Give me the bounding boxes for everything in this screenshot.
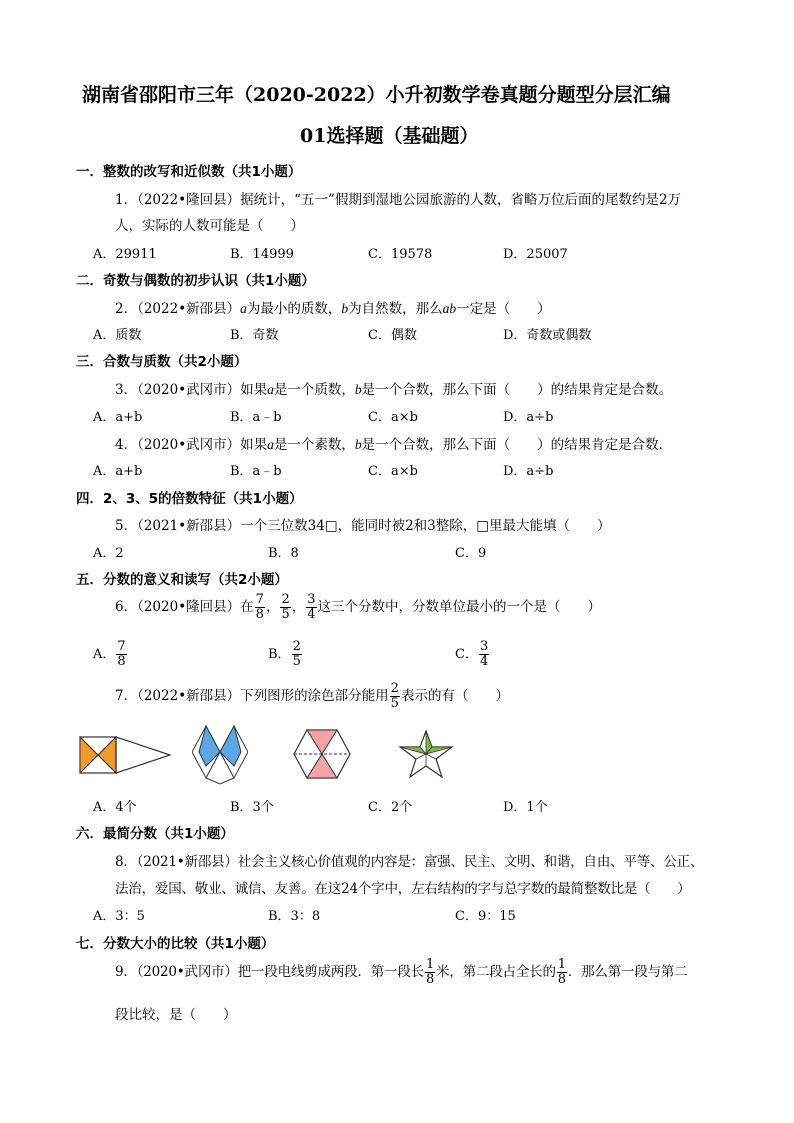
q2-var-b: b xyxy=(341,301,349,316)
q9-f2-num: 1 xyxy=(557,957,566,972)
q3-var-a: a xyxy=(267,382,274,397)
q4-option-b: B．a﹣b xyxy=(230,464,282,479)
q4-option-a: A．a+b xyxy=(93,464,143,479)
q3-text1: 是一个质数， xyxy=(273,382,355,398)
q2-var-ab: ab xyxy=(442,301,457,316)
q6-fraction-3 xyxy=(306,593,316,622)
q9-f2-den: 8 xyxy=(557,972,566,987)
q2-option-c: C．偶数 xyxy=(368,328,417,343)
question-8-line1: 8．（2021•新邵县）社会主义核心价值观的内容是：富强、民主、文明、和谐，自由、平等、公正、 xyxy=(115,854,704,870)
q4-option-c: C．a×b xyxy=(368,464,418,479)
q6-sep1: ， xyxy=(265,599,280,615)
q9-fraction-1 xyxy=(425,958,435,987)
q3-option-a: A．a+b xyxy=(93,410,143,425)
q4-prefix: 4．（2020•武冈市）如果 xyxy=(115,437,268,453)
q6-option-b xyxy=(268,640,303,669)
q9-f1-num: 1 xyxy=(425,957,435,972)
q6-oc-den: 4 xyxy=(479,654,489,669)
q1-option-d: D．25007 xyxy=(503,247,568,262)
question-2 xyxy=(115,297,551,317)
q1-option-a: A．29911 xyxy=(93,247,157,262)
q2-option-a: A．质数 xyxy=(93,328,142,343)
q6-oa-num: 7 xyxy=(117,639,126,654)
q7-prefix: 7．（2022•新邵县）下列图形的涂色部分能用 xyxy=(115,688,389,704)
q7-option-b: B．3个 xyxy=(230,800,274,815)
q6-ob-num: 2 xyxy=(292,639,301,654)
section-heading-3: 三．合数与质数（共2小题） xyxy=(76,354,248,370)
section-heading-6: 六．最简分数（共1小题） xyxy=(76,826,234,842)
q4-option-d: D．a÷b xyxy=(503,464,554,479)
question-1-line1: 1．（2022•隆回县）据统计，“五一”假期到湿地公园旅游的人数，省略万位后面的尾数约是2万 xyxy=(115,192,682,208)
figure-rhombus-shape xyxy=(192,724,248,786)
q9-f1-den: 8 xyxy=(425,972,435,987)
q6-fraction-1 xyxy=(255,593,265,622)
q7-f-num: 2 xyxy=(390,681,399,696)
section-heading-1: 一．整数的改写和近似数（共1小题） xyxy=(76,164,302,180)
q8-option-b: B．3：8 xyxy=(268,909,321,924)
section-heading-7: 七．分数大小的比较（共1小题） xyxy=(76,936,275,952)
q6-option-c-fraction xyxy=(479,640,489,669)
q2-var-a: a xyxy=(240,301,247,316)
question-4 xyxy=(115,433,672,453)
q6-fraction-2 xyxy=(280,593,290,622)
q6-prefix: 6．（2020•隆回县）在 xyxy=(115,599,254,615)
q5-option-c: C．9 xyxy=(455,546,487,561)
q8-option-a: A．3：5 xyxy=(93,909,145,924)
q6-f3-num: 3 xyxy=(307,592,316,607)
question-6 xyxy=(115,593,601,622)
q7-suffix: 表示的有（ ） xyxy=(400,688,509,704)
q4-text2: 是一个合数，那么下面（ ）的结果肯定是合数． xyxy=(361,437,673,453)
q2-prefix: 2．（2022•新邵县） xyxy=(115,301,241,317)
question-3 xyxy=(115,378,672,398)
question-9-line2: 段比较，是（ ） xyxy=(115,1007,237,1023)
figure-arrow-shape xyxy=(78,735,174,775)
q2-option-b: B．奇数 xyxy=(230,328,279,343)
q3-var-b: b xyxy=(354,382,362,397)
q6-oa-den: 8 xyxy=(117,654,126,669)
question-1-line2: 人，实际的人数可能是（ ） xyxy=(115,218,304,234)
q2-option-d: D．奇数或偶数 xyxy=(503,328,592,343)
q9-mid: 米，第二段占全长的 xyxy=(436,964,556,980)
question-7 xyxy=(115,682,509,711)
q1-option-b: B．14999 xyxy=(230,247,294,262)
q3-option-b: B．a﹣b xyxy=(230,410,282,425)
q3-option-c: C．a×b xyxy=(368,410,418,425)
section-heading-4: 四．2、3、5的倍数特征（共1小题） xyxy=(76,491,303,507)
q3-text2: 是一个合数，那么下面（ ）的结果肯定是合数。 xyxy=(361,382,673,398)
q6-option-c-label: C． xyxy=(455,647,478,662)
page-subtitle: 01选择题（基础题） xyxy=(300,125,479,147)
section-heading-2: 二．奇数与偶数的初步认识（共1小题） xyxy=(76,273,315,289)
q5-option-b: B．8 xyxy=(268,546,299,561)
question-5: 5．（2021•新邵县）一个三位数34□，能同时被2和3整除，□里最大能填（ ） xyxy=(115,518,611,534)
q2-text3: 一定是（ ） xyxy=(456,301,551,317)
q6-option-c xyxy=(455,640,490,669)
q6-option-a-label: A． xyxy=(93,647,116,662)
q6-f2-num: 2 xyxy=(281,592,290,607)
q6-oc-num: 3 xyxy=(479,639,489,654)
q9-fraction-2 xyxy=(557,958,567,987)
q7-option-a: A．4个 xyxy=(93,800,137,815)
q6-f1-den: 8 xyxy=(255,607,264,622)
q6-option-b-label: B． xyxy=(268,647,291,662)
q5-option-a: A．2 xyxy=(93,546,124,561)
q6-suffix: 这三个分数中，分数单位最小的一个是（ ） xyxy=(317,599,602,615)
q7-option-c: C．2个 xyxy=(368,800,413,815)
page-title: 湖南省邵阳市三年（2020-2022）小升初数学卷真题分题型分层汇编 xyxy=(82,84,671,106)
q6-option-a-fraction xyxy=(116,640,126,669)
q6-f3-den: 4 xyxy=(307,607,316,622)
q2-text1: 为最小的质数， xyxy=(246,301,342,317)
q6-option-b-fraction xyxy=(292,640,302,669)
question-8-line2: 法治，爱国、敬业、诚信、友善。在这24个字中，左右结构的字与总字数的最简整数比是（ ） xyxy=(115,881,691,897)
q1-option-c: C．19578 xyxy=(368,247,433,262)
q2-text2: 为自然数，那么 xyxy=(348,301,443,317)
question-9-line1 xyxy=(115,958,688,987)
q9-suffix: ．那么第一段与第二 xyxy=(567,964,688,980)
q3-option-d: D．a÷b xyxy=(503,410,554,425)
figure-hexagon-shape xyxy=(292,728,352,780)
q6-option-a xyxy=(93,640,128,669)
q8-option-c: C．9：15 xyxy=(455,909,516,924)
q7-f-den: 5 xyxy=(390,696,399,711)
q3-prefix: 3．（2020•武冈市）如果 xyxy=(115,382,268,398)
q7-fraction xyxy=(390,682,400,711)
q4-var-a: a xyxy=(267,437,274,452)
q6-ob-den: 5 xyxy=(292,654,301,669)
q7-option-d: D．1个 xyxy=(503,800,548,815)
q4-var-b: b xyxy=(354,437,362,452)
q9-prefix: 9．（2020•武冈市）把一段电线剪成两段．第一段长 xyxy=(115,964,424,980)
section-heading-5: 五．分数的意义和读写（共2小题） xyxy=(76,572,288,588)
q4-text1: 是一个素数， xyxy=(273,437,355,453)
q6-sep2: ， xyxy=(291,599,306,615)
q6-f2-den: 5 xyxy=(281,607,290,622)
q6-f1-num: 7 xyxy=(255,592,264,607)
figure-star-shape xyxy=(396,729,456,779)
